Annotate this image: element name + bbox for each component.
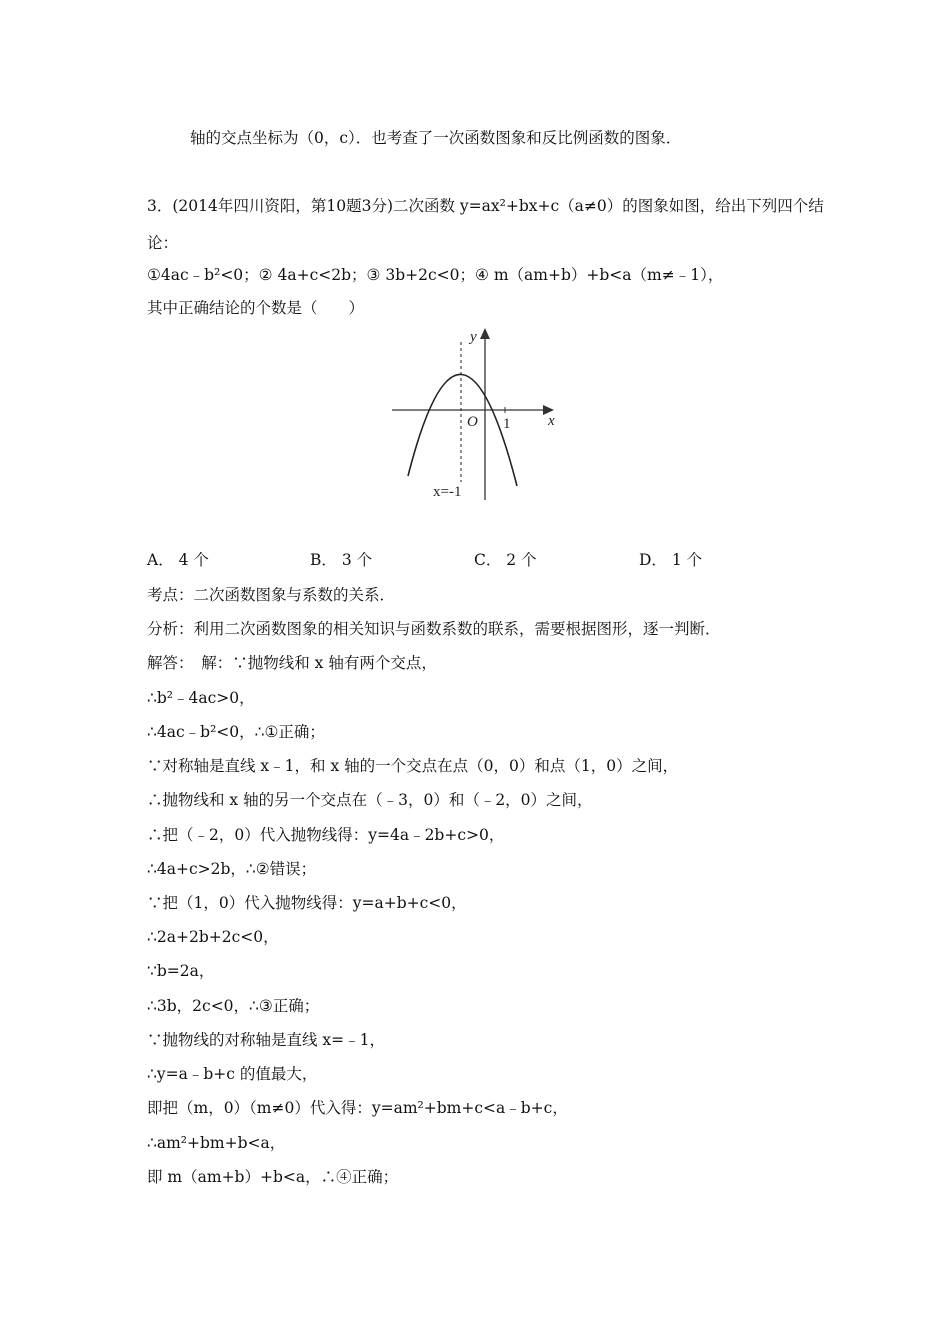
solution-line: ∴2a+2b+2c<0， — [147, 928, 279, 946]
question-title: 3．(2014年四川资阳，第10题3分)二次函数 y=ax²+bx+c（a≠0）的图象如图，给出下列四个结 — [147, 197, 824, 215]
analysis: 分析：利用二次函数图象的相关知识与函数系数的联系，需要根据图形，逐一判断． — [147, 620, 721, 638]
solution-line: ∴am²+bm+b<a， — [147, 1134, 286, 1152]
solution-line: ∴把（﹣2，0）代入抛物线得：y=4a﹣2b+c>0， — [147, 826, 505, 844]
solution-line: ∴3b，2c<0，∴③正确； — [147, 997, 320, 1015]
solution-line: ∴y=a﹣b+c 的值最大， — [147, 1065, 318, 1083]
solution-line: ∵对称轴是直线 x﹣1，和 x 轴的一个交点在点（0，0）和点（1，0）之间， — [147, 757, 679, 775]
solution-heading: 解答： 解：∵抛物线和 x 轴有两个交点， — [147, 654, 437, 672]
y-axis-label: y — [470, 329, 477, 345]
solution-line: ∴4ac﹣b²<0，∴①正确； — [147, 723, 325, 741]
solution-line: 即把（m，0）（m≠0）代入得：y=am²+bm+c<a﹣b+c， — [147, 1099, 568, 1117]
solution-line: ∵b=2a， — [147, 962, 215, 980]
knowledge-point: 考点：二次函数图象与系数的关系． — [147, 586, 396, 604]
solution-line: ∴抛物线和 x 轴的另一个交点在（﹣3，0）和（﹣2，0）之间， — [147, 791, 593, 809]
statements-line: ①4ac﹣b²<0；② 4a+c<2b；③ 3b+2c<0；④ m（am+b）+b<a（m≠﹣1）， — [147, 266, 724, 284]
x-axis-label: x — [548, 413, 555, 429]
solution-line: ∴4a+c>2b，∴②错误； — [147, 860, 317, 878]
parabola-curve — [408, 374, 517, 486]
text-line: 轴的交点坐标为（0，c）．也考查了一次函数图象和反比例函数的图象． — [190, 129, 682, 147]
y-axis-arrow — [480, 328, 490, 339]
option-a: A． 4 个 — [147, 551, 209, 569]
option-b: B． 3 个 — [310, 551, 373, 569]
solution-line: ∵抛物线的对称轴是直线 x=﹣1， — [147, 1031, 386, 1049]
origin-label: O — [467, 414, 478, 430]
question-prompt: 其中正确结论的个数是（ ） — [147, 299, 365, 317]
symmetry-axis-label: x=-1 — [433, 484, 462, 500]
text-line: 论： — [147, 234, 179, 252]
solution-line: ∴b²﹣4ac>0， — [147, 689, 255, 707]
option-d: D． 1 个 — [639, 551, 703, 569]
parabola-graph — [388, 324, 563, 504]
solution-line: 即 m（am+b）+b<a，∴④正确； — [147, 1168, 399, 1186]
solution-line: ∵把（1，0）代入抛物线得：y=a+b+c<0， — [147, 894, 467, 912]
option-c: C． 2 个 — [474, 551, 537, 569]
tick-label-1: 1 — [503, 416, 511, 432]
